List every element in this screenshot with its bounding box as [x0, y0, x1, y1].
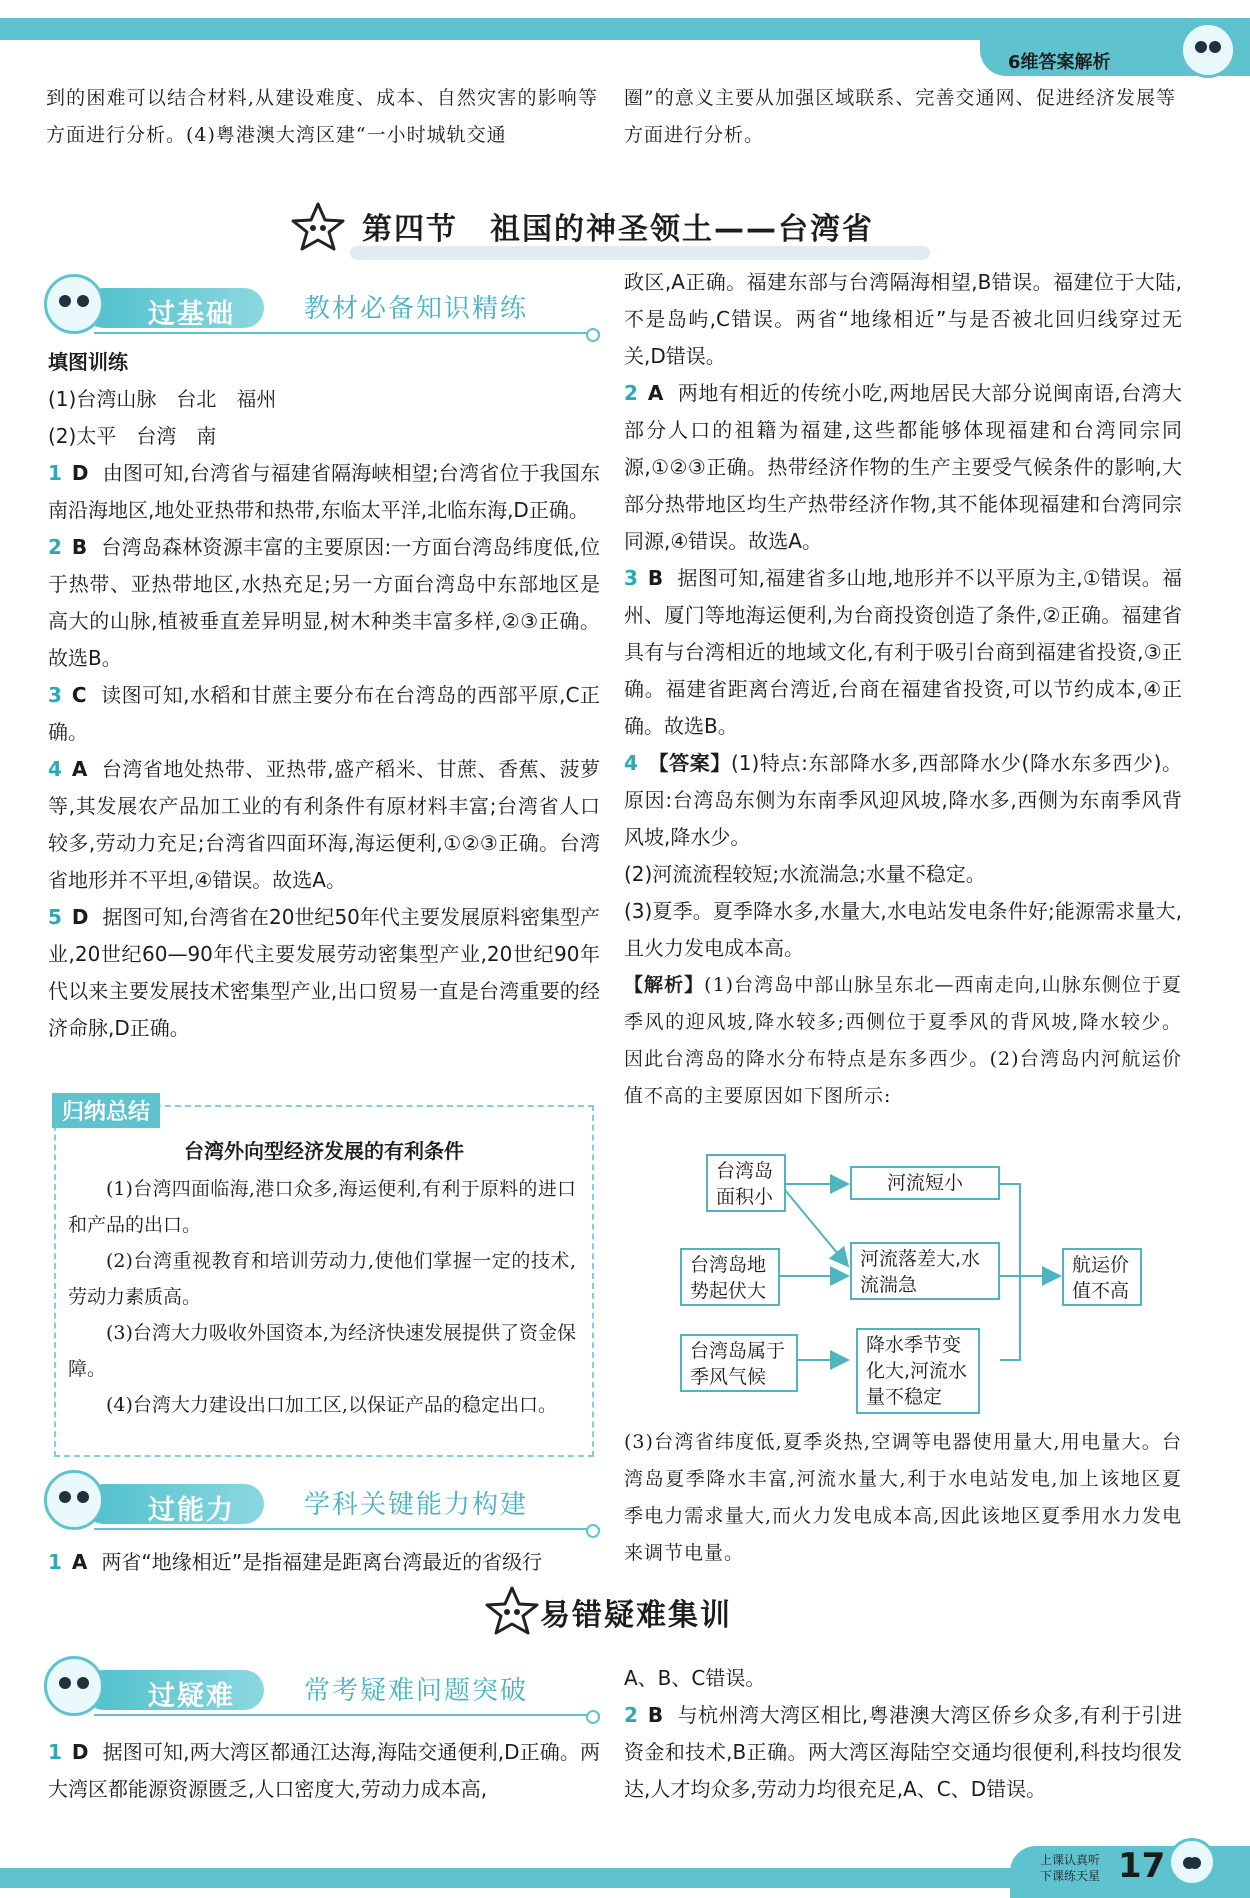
band-pill: [84, 1484, 264, 1524]
ability-question-1: 1 A 两省“地缘相近”是指福建是距离台湾最近的省级行: [48, 1550, 543, 1574]
title-underline: [350, 246, 930, 260]
right-column-mistakes: [624, 1660, 1182, 1808]
question-4-answer-3: (3)夏季。夏季降水多,水量大,水电站发电条件好;能源需求量大,且火力发电成本高。: [624, 899, 1182, 960]
footer-motto: 上课认真听 下课练天星: [1040, 1853, 1101, 1883]
flow-box-short-rivers: 河流短小: [850, 1166, 1000, 1200]
question-4-analysis-3: (3)台湾省纬度低,夏季炎热,空调等电器使用量大,用电量大。台湾岛夏季降水丰富,河流水量大,利于水电站发电,加上该地区夏季电力需求量大,而火力发电成本高,因此该地区夏季用水力发电来调节电量。: [624, 1431, 1182, 1564]
question-4-answer-2: (2)河流流程较短;水流湍急;水量不稳定。: [624, 862, 986, 886]
mistake-1-continued: A、B、C错误。: [624, 1666, 766, 1690]
question-3: 3 B 据图可知,福建省多山地,地形并不以平原为主,①错误。福州、厦门等地海运便利,为台商投资创造了条件,②正确。福建省具有与台湾相近的地域文化,有利于吸引台商到福建省投资,③正确。福建省距离台湾近,台商在福建省投资,可以节约成本,④正确。故选B。: [624, 566, 1182, 738]
section-title-text: 第四节 祖国的神圣领土——台湾省: [362, 212, 874, 247]
summary-item: (3)台湾大力吸收外国资本,为经济快速发展提供了资金保障。: [68, 1322, 576, 1380]
summary-body: [68, 1171, 576, 1423]
mistake-2: 2 B 与杭州湾大湾区相比,粤港澳大湾区侨乡众多,有利于引进资金和技术,B正确。两大湾区海陆空交通均很便利,科技均很发达,人才均众多,劳动力均很充足,A、C、D错误。: [624, 1703, 1182, 1801]
band-line: [94, 1528, 600, 1530]
flow-box-rapid-flow: 河流落差大,水流湍急: [850, 1242, 1000, 1300]
band-ability: [44, 1470, 600, 1536]
band-subtitle: 教材必备知识精练: [304, 294, 529, 324]
flow-box-monsoon: 台湾岛属于季风气候: [680, 1334, 798, 1392]
star-icon: [290, 202, 346, 252]
question-5: 5 D 据图可知,台湾省在20世纪50年代主要发展原料密集型产业,20世纪60—90年代主要发展劳动密集型产业,20世纪90年代以来主要发展技术密集型产业,出口贸易一直是台湾重要的经济命脉,D正确。: [48, 905, 600, 1040]
question-4-answer: 4 【答案】(1)特点:东部降水多,西部降水少(降水东多西少)。原因:台湾岛东侧为东南季风迎风坡,降水多,西侧为东南季风背风坡,降水少。: [624, 751, 1183, 849]
band-title: 过能力: [148, 1495, 235, 1526]
mascot-icon: [1180, 22, 1236, 78]
band-pill: [84, 1670, 264, 1710]
summary-box: [54, 1100, 594, 1457]
band-subtitle: 学科关键能力构建: [304, 1490, 529, 1520]
band-title: 过基础: [148, 299, 235, 330]
fill-heading: 填图训练: [48, 350, 128, 374]
mini-title-text: 易错疑难集训: [540, 1598, 732, 1633]
summary-title: 台湾外向型经济发展的有利条件: [184, 1139, 464, 1163]
flow-box-unstable-flow: 降水季节变化大,河流水量不稳定: [856, 1328, 980, 1414]
question-4-analysis: 【解析】(1)台湾岛中部山脉呈东北—西南走向,山脉东侧位于夏季风的迎风坡,降水较多;西侧位于夏季风的背风坡,降水较少。因此台湾岛的降水分布特点是东多西少。(2)台湾岛内河航运价值不高的主要原因如下图所示:: [624, 974, 1182, 1107]
question-4: 4 A 台湾省地处热带、亚热带,盛产稻米、甘蔗、香蕉、菠萝等,其发展农产品加工业的有利条件有原材料丰富;台湾省人口较多,劳动力充足;台湾省四面环海,海运便利,①②③正确。台湾省地形并不平坦,④错误。故选A。: [48, 757, 600, 892]
left-column-basic: [48, 344, 600, 1047]
band-pill: [84, 288, 264, 328]
summary-item: (1)台湾四面临海,港口众多,海运便利,有利于原料的进口和产品的出口。: [68, 1178, 576, 1236]
page-number: 17: [1118, 1846, 1166, 1886]
question-2: 2 B 台湾岛森林资源丰富的主要原因:一方面台湾岛纬度低,位于热带、亚热带地区,水热充足;另一方面台湾岛中东部地区是高大的山脉,植被垂直差异明显,树木种类丰富多样,②③正确。故选B。: [48, 535, 600, 670]
flow-box-terrain: 台湾岛地势起伏大: [680, 1248, 780, 1306]
flow-box-low-navigation: 航运价值不高: [1062, 1248, 1142, 1306]
top-left-text: 到的困难可以结合材料,从建设难度、成本、自然灾害的影响等方面进行分析。(4)粤港澳大湾区建“一小时城轨交通: [46, 87, 598, 146]
mascot-icon: [44, 1470, 104, 1530]
section-title: [290, 196, 970, 260]
summary-item: (2)台湾重视教育和培训劳动力,使他们掌握一定的技术,劳动力素质高。: [68, 1250, 576, 1308]
right-column-answers: [624, 264, 1182, 1115]
question-1: 1 D 由图可知,台湾省与福建省隔海峡相望;台湾省位于我国东南沿海地区,地处亚热带和热带,东临太平洋,北临东海,D正确。: [48, 461, 600, 522]
band-difficult: [44, 1656, 600, 1722]
top-right-text: 圈”的意义主要从加强区域联系、完善交通网、促进经济发展等方面进行分析。: [624, 87, 1176, 146]
question-2: 2 A 两地有相近的传统小吃,两地居民大部分说闽南语,台湾大部分人口的祖籍为福建,这些都能够体现福建和台湾同宗同源,①②③正确。热带经济作物的生产主要受气候条件的影响,大部分热带地区均生产热带经济作物,其不能体现福建和台湾同宗同源,④错误。故选A。: [624, 381, 1182, 553]
difficult-question-1: 1 D 据图可知,两大湾区都通江达海,海陆交通便利,D正确。两大湾区都能源资源匮乏,人口密度大,劳动力成本高,: [48, 1740, 600, 1801]
question-1-continued: 政区,A正确。福建东部与台湾隔海相望,B错误。福建位于大陆,不是岛屿,C错误。两省“地缘相近”与是否被北回归线穿过无关,D错误。: [624, 270, 1182, 368]
star-icon: [484, 1586, 540, 1636]
question-3: 3 C 读图可知,水稻和甘蔗主要分布在台湾岛的西部平原,C正确。: [48, 683, 600, 744]
summary-item: (4)台湾大力建设出口加工区,以保证产品的稳定出口。: [106, 1394, 557, 1416]
fill-answer-2: (2)太平 台湾 南: [48, 424, 217, 448]
band-subtitle: 常考疑难问题突破: [304, 1676, 529, 1706]
summary-tag: 归纳总结: [52, 1093, 160, 1128]
fill-answer-1: (1)台湾山脉 台北 福州: [48, 387, 277, 411]
mascot-icon: [44, 274, 104, 334]
band-title: 过疑难: [148, 1681, 235, 1712]
header-label: 6维答案解析: [1008, 52, 1111, 73]
band-line: [94, 332, 600, 334]
mini-section-title: [470, 1586, 770, 1636]
mascot-icon: [44, 1656, 104, 1716]
band-line: [94, 1714, 600, 1716]
band-basic: [44, 274, 600, 340]
mascot-icon: [1168, 1838, 1216, 1886]
flow-box-area: 台湾岛面积小: [706, 1154, 786, 1212]
